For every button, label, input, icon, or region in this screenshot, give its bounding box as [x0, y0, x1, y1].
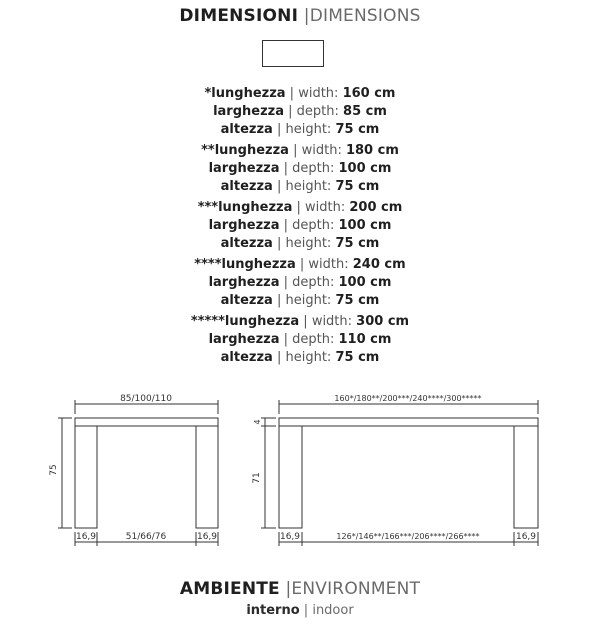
spec-value: 180 cm	[345, 143, 399, 158]
front-view-top	[279, 418, 538, 426]
side-view-drawing	[58, 400, 218, 546]
spec-line: larghezza | depth: 100 cm	[208, 218, 392, 233]
side-view-right-leg	[196, 426, 218, 528]
spec-line: *****lunghezza | width: 300 cm	[190, 314, 410, 329]
spec-line: larghezza | depth: 100 cm	[208, 275, 392, 290]
env-sub-english: indoor	[312, 603, 354, 618]
side-height-dim-label: 75	[49, 464, 59, 476]
spec-value: 300 cm	[356, 314, 410, 329]
spec-label-en: width:	[311, 314, 353, 329]
env-sub-separator: |	[303, 603, 309, 618]
spec-label-en: depth:	[292, 218, 335, 233]
spec-label-it: **lunghezza	[201, 143, 289, 158]
env-sub-italian: interno	[246, 603, 300, 618]
spec-label-it: altezza	[220, 179, 273, 194]
front-leg-right-label: 16,9	[515, 532, 537, 542]
spec-label-en: height:	[285, 293, 332, 308]
spec-label-it: altezza	[220, 293, 273, 308]
spec-label-en: width:	[298, 86, 339, 101]
spec-value: 100 cm	[338, 275, 392, 290]
spec-label-it: *lunghezza	[204, 86, 286, 101]
spec-value: 240 cm	[352, 257, 406, 272]
env-title-italian: AMBIENTE	[179, 579, 280, 599]
spec-value: 100 cm	[338, 218, 392, 233]
title-english: DIMENSIONS	[309, 6, 421, 26]
spec-line: larghezza | depth: 85 cm	[213, 104, 387, 119]
spec-value: 75 cm	[335, 122, 380, 137]
front-view-drawing	[261, 400, 538, 546]
spec-line: altezza | height: 75 cm	[220, 293, 380, 308]
spec-line: altezza | height: 75 cm	[220, 236, 380, 251]
spec-label-it: larghezza	[213, 104, 285, 119]
spec-label-it: larghezza	[208, 218, 280, 233]
env-title-english: ENVIRONMENT	[291, 579, 421, 599]
spec-label-en: height:	[285, 122, 332, 137]
front-view-left-leg	[279, 426, 302, 528]
front-top-dim-label: 160*/180**/200***/240****/300*****	[334, 394, 482, 403]
spec-line: larghezza | depth: 100 cm	[208, 161, 392, 176]
spec-line: larghezza | depth: 110 cm	[208, 332, 392, 347]
side-inner-gap-label: 51/66/76	[125, 532, 167, 542]
spec-label-en: width:	[301, 143, 342, 158]
spec-value: 160 cm	[342, 86, 396, 101]
env-title-separator: |	[285, 579, 292, 599]
side-leg-right-label: 16,9	[196, 532, 218, 542]
title-italian: DIMENSIONI	[179, 6, 299, 26]
spec-line: altezza | height: 75 cm	[220, 179, 380, 194]
spec-label-en: depth:	[292, 332, 335, 347]
front-leg-left-label: 16,9	[279, 532, 301, 542]
side-top-dim-label: 85/100/110	[120, 394, 172, 404]
spec-value: 100 cm	[338, 161, 392, 176]
spec-label-it: ***lunghezza	[197, 200, 293, 215]
spec-label-en: width:	[308, 257, 349, 272]
spec-value: 75 cm	[335, 350, 380, 365]
front-view-right-leg	[514, 426, 538, 528]
spec-label-en: height:	[285, 179, 332, 194]
spec-line: **lunghezza | width: 180 cm	[201, 143, 399, 158]
front-top-thickness-label: 4	[253, 419, 262, 425]
side-view-top	[75, 418, 218, 426]
spec-label-en: depth:	[292, 275, 335, 290]
environment-title	[0, 579, 600, 599]
spec-label-en: depth:	[292, 161, 335, 176]
spec-value: 75 cm	[335, 293, 380, 308]
spec-line: ***lunghezza | width: 200 cm	[197, 200, 403, 215]
spec-label-it: larghezza	[208, 275, 280, 290]
environment-subtitle	[0, 603, 600, 618]
spec-value: 75 cm	[335, 236, 380, 251]
spec-label-it: larghezza	[208, 161, 280, 176]
side-leg-left-label: 16,9	[75, 532, 97, 542]
spec-label-it: altezza	[220, 350, 273, 365]
front-leg-height-label: 71	[252, 472, 262, 484]
spec-line: altezza | height: 75 cm	[220, 122, 380, 137]
side-view-left-leg	[75, 426, 97, 528]
spec-line: *lunghezza | width: 160 cm	[204, 86, 396, 101]
spec-label-en: height:	[285, 236, 332, 251]
spec-label-en: height:	[285, 350, 332, 365]
front-inner-gap-label: 126*/146**/166***/206****/266****	[336, 532, 480, 541]
spec-label-it: larghezza	[208, 332, 280, 347]
spec-line: ****lunghezza | width: 240 cm	[194, 257, 406, 272]
spec-label-en: width:	[305, 200, 346, 215]
spec-label-en: depth:	[296, 104, 339, 119]
title-separator: |	[303, 6, 310, 26]
spec-label-it: *****lunghezza	[190, 314, 300, 329]
spec-line: altezza | height: 75 cm	[220, 350, 380, 365]
spec-value: 110 cm	[338, 332, 392, 347]
spec-value: 200 cm	[349, 200, 403, 215]
spec-label-it: altezza	[220, 236, 273, 251]
spec-label-it: altezza	[220, 122, 273, 137]
spec-value: 75 cm	[335, 179, 380, 194]
spec-value: 85 cm	[343, 104, 387, 119]
spec-label-it: ****lunghezza	[194, 257, 296, 272]
